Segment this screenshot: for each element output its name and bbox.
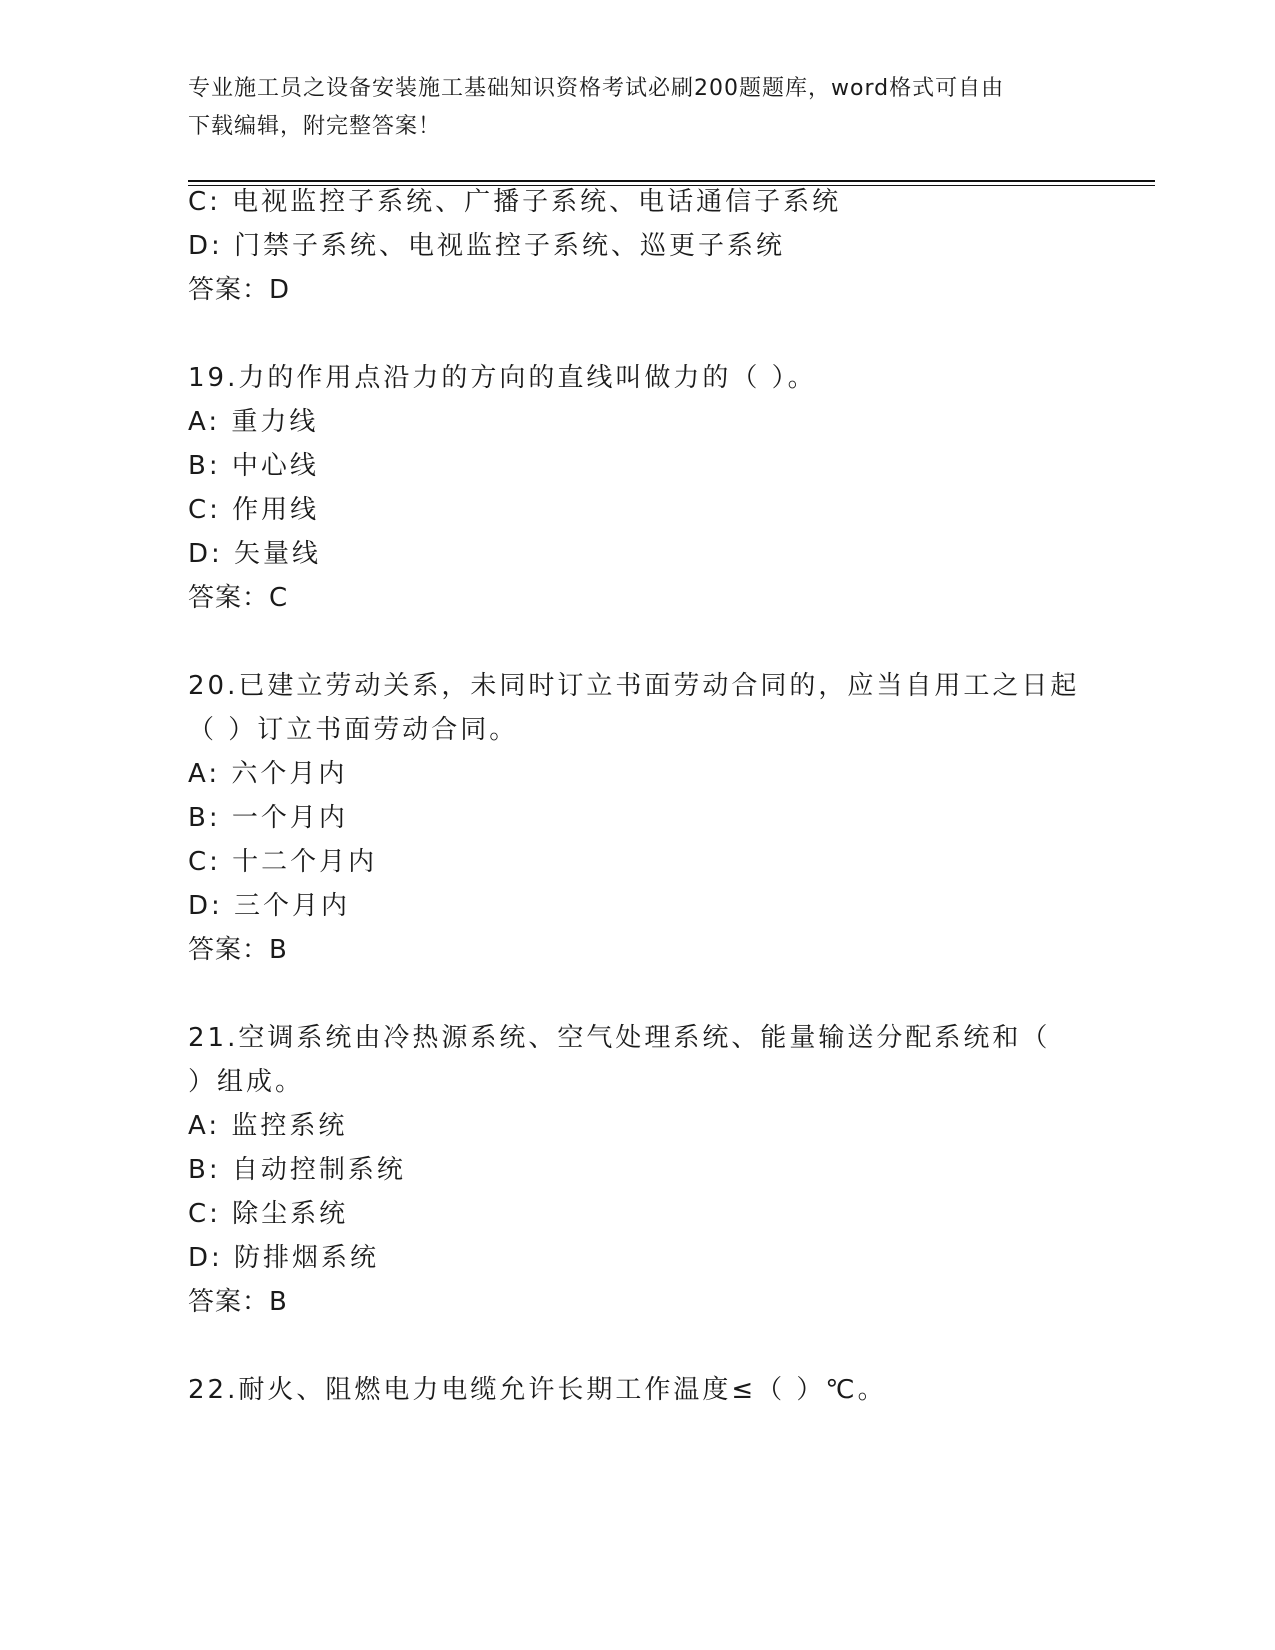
q20-option-a: A: 六个月内 — [188, 759, 348, 789]
q20-stem-line-2: （ ）订立书面劳动合同。 — [188, 715, 519, 745]
q21-option-c: C: 除尘系统 — [188, 1199, 349, 1229]
q19-option-b: B: 中心线 — [188, 451, 319, 481]
q21-answer: 答案：B — [188, 1287, 288, 1317]
prev-question-answer: 答案：D — [188, 275, 291, 305]
document-header — [188, 70, 1088, 146]
header-line-1: 专业施工员之设备安装施工基础知识资格考试必刷200题题库，word格式可自由 — [188, 76, 1005, 101]
q21-stem-line-1: 21.空调系统由冷热源系统、空气处理系统、能量输送分配系统和（ — [188, 1023, 1051, 1053]
q20-answer: 答案：B — [188, 935, 288, 965]
q20-stem-line-1: 20.已建立劳动关系，未同时订立书面劳动合同的，应当自用工之日起 — [188, 671, 1080, 701]
q21-option-b: B: 自动控制系统 — [188, 1155, 406, 1185]
q19-stem: 19.力的作用点沿力的方向的直线叫做力的（ ）。 — [188, 363, 817, 393]
q19-option-a: A: 重力线 — [188, 407, 319, 437]
q20-option-c: C: 十二个月内 — [188, 847, 378, 877]
q21-option-d: D: 防排烟系统 — [188, 1243, 380, 1273]
q22-stem: 22.耐火、阻燃电力电缆允许长期工作温度≤（ ）℃。 — [188, 1375, 887, 1405]
q21-option-a: A: 监控系统 — [188, 1111, 348, 1141]
prev-question-option-d: D: 门禁子系统、电视监控子系统、巡更子系统 — [188, 231, 786, 261]
header-line-2: 下载编辑，附完整答案！ — [188, 114, 442, 139]
q19-option-d: D: 矢量线 — [188, 539, 322, 569]
q20-option-d: D: 三个月内 — [188, 891, 351, 921]
q20-option-b: B: 一个月内 — [188, 803, 348, 833]
q19-option-c: C: 作用线 — [188, 495, 320, 525]
q21-stem-line-2: ）组成。 — [188, 1067, 305, 1097]
header-divider-thick — [188, 180, 1155, 182]
prev-question-option-c: C: 电视监控子系统、广播子系统、电话通信子系统 — [188, 187, 842, 217]
q19-answer: 答案：C — [188, 583, 289, 613]
